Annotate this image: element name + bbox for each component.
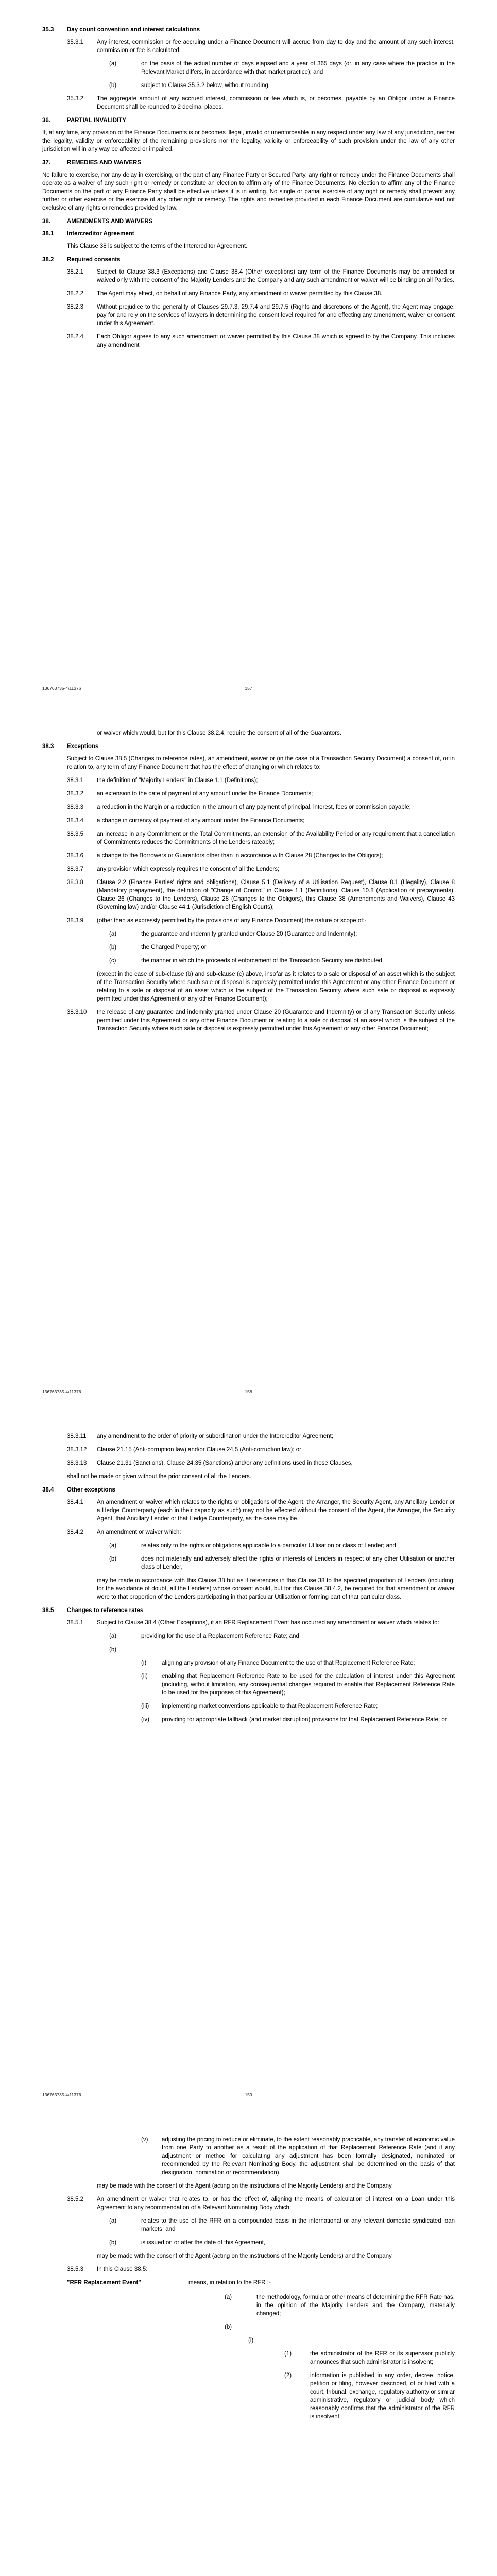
body-paragraph: If, at any time, any provision of the Finance Documents is or becomes illegal, invalid or unenforceable in any respect under any law of any jurisdiction, neither the legality, validity or enforceability of the remaining provisions nor the legality, validity or enforceability of such provision under the law of any other jurisdiction will in any way be affected or impaired. (42, 130, 455, 152)
document-page (0, 2110, 497, 2576)
clause-text: a change in currency of payment of any amount under the Finance Documents; (97, 818, 305, 824)
section-heading (42, 116, 455, 125)
definition-subparagraph (248, 2336, 455, 2345)
clause (67, 1528, 455, 1536)
clause-text: An amendment or waiver that relates to, or has the effect of, aligning the means of calculation of interest on a Loan under this Agreement to any recommendation of a Relevant Nominating Body which: (97, 2196, 455, 2211)
clause (67, 333, 455, 349)
paragraph-text: the methodology, formula or other means of determining the RFR Rate has, in the opinion of the Majority Lenders and the Company, materially changed; (256, 2294, 455, 2317)
clause (67, 2265, 455, 2274)
page-number: 158 (245, 1389, 252, 1394)
subparagraph-item (141, 1702, 455, 1710)
paragraph-text: the manner in which the proceeds of enforcement of the Transaction Security are distributed (141, 958, 382, 964)
paragraph-text (141, 1646, 455, 1654)
heading-number: 38.3 (42, 743, 54, 750)
clause-number: 38.2.4 (67, 334, 83, 340)
paragraph-label: (b) (109, 944, 117, 951)
subparagraph-text: adjusting the pricing to reduce or eliminate, to the extent reasonably practicable, any transfer of economic value from one Party to another as a result of the application of that Replacement Reference Rate (and if any adjustment or method for calculating any adjustment has been formally designated, nominated or recommended by the Relevant Nominating Body, the adjustment shall be determined on the basis of that designation, nomination or recommendation), (162, 2137, 455, 2176)
paragraph-item (97, 60, 455, 76)
clause-text: An amendment or waiver which relates to the rights or obligations of the Agent, the Arranger, the Security Agent, any Ancillary Lender or a Hedge Counterparty (each in their capacity as such) may not be effected without the consent of the Agent, the Arranger, the Security Agent, that Ancillary Lender or that Hedge Counterparty, as the case may be. (97, 1499, 455, 1522)
indented-paragraph: This Clause 38 is subject to the terms of the Intercreditor Agreement. (67, 243, 248, 249)
clause (67, 38, 455, 55)
closing-paragraph: may be made with the consent of the Agent (acting on the instructions of the Majority Lenders) and the Company. (97, 2253, 393, 2259)
subparagraph-text: enabling that Replacement Reference Rate to be used for the calculation of interest under this Agreement (including, without limitation, any consequential changes required to enable that Replacement Reference Rate to be used for the purposes of this Agreement); (162, 1673, 455, 1696)
heading-title: Intercreditor Agreement (67, 231, 134, 237)
document-page (0, 1406, 497, 2110)
clause-number: 38.5.3 (67, 2266, 83, 2273)
heading-title: Day count convention and interest calculations (67, 27, 200, 33)
continued-paragraph: or waiver which would, but for this Clause 38.2.4, require the consent of all of the Guarantors. (97, 730, 341, 736)
clause-text: The Agent may effect, on behalf of any Finance Party, any amendment or waiver permitted by this Clause 38. (97, 291, 383, 297)
heading-number: 36. (42, 117, 50, 124)
paragraph-item (97, 1555, 455, 1571)
clause-text: Each Obligor agrees to any such amendment or waiver permitted by this Clause 38 which is agreed to by the Company. This includes any amendment (97, 334, 455, 348)
clause (67, 1498, 455, 1523)
paragraph-label: (a) (109, 1633, 117, 1639)
subparagraph-label: (iv) (141, 1717, 149, 1723)
clause (67, 852, 455, 860)
clause-number: 38.2.3 (67, 304, 83, 310)
clause-number: 38.4.1 (67, 1499, 83, 1505)
clause (67, 268, 455, 284)
clause (67, 2195, 455, 2212)
nested-text: the administrator of the RFR or its supervisor publicly announces that such administrator is insolvent; (310, 2351, 455, 2365)
paragraph-item (97, 81, 455, 90)
clause (67, 817, 455, 825)
nested-item (284, 2350, 455, 2366)
clause (67, 1459, 455, 1467)
subparagraph-label: (i) (248, 2337, 254, 2344)
clause-number: 38.3.6 (67, 853, 83, 859)
clause (67, 790, 455, 798)
section-heading (42, 159, 455, 167)
paragraph-label: (a) (109, 61, 117, 67)
subparagraph-label: (ii) (141, 1673, 148, 1680)
document-reference: 136763735-4\11376 (42, 1389, 81, 1394)
clause-number: 35.3.1 (67, 39, 83, 45)
subparagraph-text: aligning any provision of any Finance Document to the use of that Replacement Reference Rate; (162, 1660, 415, 1666)
paragraph-label: (b) (109, 82, 117, 89)
indented-paragraph: shall not be made or given without the prior consent of all the Lenders. (67, 1473, 251, 1480)
clause-text: Clause 21.15 (Anti-corruption law) and/or Clause 24.5 (Anti-corruption law); or (97, 1447, 301, 1453)
paragraph-text: relates only to the rights or obligations applicable to a particular Utilisation or class of Lender; and (141, 1543, 396, 1549)
paragraph-item (97, 957, 455, 965)
clause (67, 878, 455, 911)
clause-number: 38.3.8 (67, 879, 83, 886)
section-heading (42, 26, 455, 34)
subparagraph-item (141, 1659, 455, 1667)
clause-text: an increase in any Commitment or the Total Commitments, an extension of the Availability Period or any requirement that a cancellation of Commitments reduces the Commitments of the Lenders rateably; (97, 831, 455, 845)
subparagraph-item (141, 1716, 455, 1724)
clause (67, 830, 455, 846)
heading-number: 38. (42, 218, 50, 225)
clause-number: 38.3.1 (67, 777, 83, 784)
clause-number: 38.5.2 (67, 2196, 83, 2202)
definition-term: "RFR Replacement Event" (67, 2280, 141, 2286)
clause-number: 38.2.2 (67, 291, 83, 297)
page-number: 157 (245, 686, 252, 691)
paragraph-text: is issued on or after the date of this Agreement, (141, 2240, 266, 2246)
clause (67, 865, 455, 873)
clause-text: the release of any guarantee and indemnity granted under Clause 20 (Guarantee and Indemnity) or of any Transaction Security unless permitted under this Agreement or any other Finance Document or relating to a sale or disposal of an asset which is the subject of the Transaction Security where such sale or disposal is expressly permitted under this Agreement or any other Finance Document; (97, 1009, 455, 1032)
heading-title: AMENDMENTS AND WAIVERS (67, 218, 153, 225)
document-reference: 136763735-4\11376 (42, 686, 81, 691)
paragraph-item (97, 930, 455, 938)
clause-text: In this Clause 38.5: (97, 2266, 148, 2273)
clause (67, 1446, 455, 1454)
clause-text: (other than as expressly permitted by the provisions of any Finance Document) the nature or scope of:- (97, 918, 367, 924)
subparagraph-label: (iii) (141, 1703, 149, 1709)
paragraph-text: subject to Clause 35.3.2 below, without rounding. (141, 82, 270, 89)
clause (67, 303, 455, 328)
clause-number: 38.3.13 (67, 1460, 87, 1466)
clause-number: 38.3.5 (67, 831, 83, 837)
clause-text: Subject to Clause 38.3 (Exceptions) and Clause 38.4 (Other exceptions) any term of the Finance Documents may be amended or waived only with the consent of the Majority Lenders and the Company and any such amendment or waiver will be binding on all Parties. (97, 269, 455, 283)
clause-text: Any interest, commission or fee accruing under a Finance Document will accrue from day to day and the amount of any such interest, commission or fee is calculated: (97, 39, 455, 54)
paragraph-item (97, 1632, 455, 1640)
subparagraph-item (141, 1672, 455, 1697)
subsection-heading (42, 256, 455, 264)
heading-title: Exceptions (67, 743, 99, 750)
clause-number: 38.3.7 (67, 866, 83, 872)
clause-text: a change to the Borrowers or Guarantors other than in accordance with Clause 28 (Changes to the Obligors); (97, 853, 383, 859)
paragraph-label: (b) (225, 2324, 232, 2330)
heading-title: Required consents (67, 257, 121, 263)
document-page (0, 0, 497, 703)
paragraph-item (97, 1541, 455, 1550)
heading-number: 37. (42, 160, 50, 166)
paragraph-text: providing for the use of a Replacement Reference Rate; and (141, 1633, 299, 1639)
paragraph-item (97, 2239, 455, 2247)
nested-label: (2) (284, 2372, 292, 2379)
body-paragraph: No failure to exercise, nor any delay in exercising, on the part of any Finance Party or Secured Party, any right or remedy under the Finance Documents shall operate as a waiver of any such right or remedy or constitute an election to affirm any of the Finance Documents. No election to affirm any of the Finance Documents on the part of any Finance Party shall be effective unless it is in writing. No single or partial exercise of any right or remedy shall prevent any further or other exercise or the exercise of any other right or remedy. The rights and remedies provided in each Finance Document are cumulative and not exclusive of any rights or remedies provided by law. (42, 172, 455, 211)
clause (67, 1432, 455, 1440)
subsection-heading (42, 742, 455, 751)
closing-paragraph: may be made in accordance with this Clause 38 but as if references in this Clause 38 to the specified proportion of Lenders (including, for the avoidance of doubt, all the Lenders) whose consent would, but for this Clause 38.4.2, be required for that amendment or waiver were to that proportion of the Lenders participating in that particular Utilisation or forming part of that particular class. (97, 1578, 455, 1600)
clause-text: the definition of "Majority Lenders" in Clause 1.1 (Definitions); (97, 777, 258, 784)
subparagraph-text: implementing market conventions applicable to that Replacement Reference Rate; (162, 1703, 378, 1709)
clause-text: Subject to Clause 38.4 (Other Exceptions), if an RFR Replacement Event has occurred any amendment or waiver which relates to: (97, 1620, 439, 1626)
clause-number: 38.3.9 (67, 918, 83, 924)
clause (67, 803, 455, 811)
heading-number: 38.5 (42, 1607, 54, 1614)
clause-number: 38.5.1 (67, 1620, 83, 1626)
clause-number: 38.3.12 (67, 1447, 87, 1453)
nested-item (284, 2371, 455, 2421)
paragraph-text (256, 2323, 455, 2331)
clause-text: an extension to the date of payment of any amount under the Finance Documents; (97, 791, 313, 797)
clause-text: The aggregate amount of any accrued interest, commission or fee which is, or becomes, payable by an Obligor under a Finance Document shall be rounded to 2 decimal places. (97, 96, 455, 110)
clause-number: 38.3.2 (67, 791, 83, 797)
clause-text: Clause 21.31 (Sanctions), Clause 24.35 (Sanctions) and/or any definitions used in those Clauses, (97, 1460, 353, 1466)
paragraph-text: does not materially and adversely affect the rights or interests of Lenders in respect of any other Utilisation or another class of Lender, (141, 1556, 455, 1570)
nested-label: (1) (284, 2351, 292, 2357)
clause-text: any amendment to the order of priority or subordination under the Intercreditor Agreement; (97, 1433, 333, 1439)
definition-paragraph (212, 2293, 455, 2318)
subparagraph-text: providing for appropriate fallback (and market disruption) provisions for that Replacement Reference Rate; or (162, 1717, 447, 1723)
clause-text: Without prejudice to the generality of Clauses 29.7.3, 29.7.4 and 29.7.5 (Rights and discretions of the Agent), the Agent may engage, pay for and rely on the services of lawyers in determining the consent level required for and effecting any amendment, waiver or consent under this Agreement. (97, 304, 455, 327)
section-heading (42, 217, 455, 226)
heading-title: PARTIAL INVALIDITY (67, 117, 126, 124)
paragraph-label: (b) (109, 2240, 117, 2246)
paragraph-text: the guarantee and indemnity granted under Clause 20 (Guarantee and Indemnity); (141, 931, 357, 937)
nested-text: information is published in any order, decree, notice, petition or filing, however described, of or filed with a court, tribunal, exchange, regulatory authority or similar administrative, regulatory or judicial body which reasonably confirms that the administrator of the RFR is insolvent; (310, 2372, 455, 2420)
clause-number: 38.3.4 (67, 818, 83, 824)
clause-number: 38.3.11 (67, 1433, 87, 1439)
paragraph-item (97, 1646, 455, 1654)
document-page (0, 703, 497, 1406)
paragraph-item (97, 2217, 455, 2233)
clause-number: 38.2.1 (67, 269, 83, 275)
clause (67, 776, 455, 785)
clause-number: 38.3.10 (67, 1009, 87, 1015)
paragraph-label: (a) (109, 1543, 117, 1549)
subparagraph-item (141, 2136, 455, 2177)
paragraph-label: (a) (109, 2218, 117, 2224)
subparagraph-label: (i) (141, 1660, 147, 1666)
heading-title: REMEDIES AND WAIVERS (67, 160, 141, 166)
heading-number: 35.3 (42, 27, 54, 33)
paragraph-label: (c) (109, 958, 116, 964)
paragraph-label: (a) (225, 2294, 232, 2300)
page-number: 159 (245, 2092, 252, 2097)
heading-title: Other exceptions (67, 1487, 115, 1493)
heading-title: Changes to reference rates (67, 1607, 144, 1614)
paragraph-text: on the basis of the actual number of days elapsed and a year of 365 days (or, in any case where the practice in the Relevant Market differs, in accordance with that market practice); and (141, 61, 455, 75)
definition-paragraph (212, 2323, 455, 2331)
subparagraph-label: (v) (141, 2137, 148, 2143)
clause (67, 1619, 455, 1627)
subsection-heading (42, 1606, 455, 1615)
paragraph-text: the Charged Property; or (141, 944, 207, 951)
clause-text: An amendment or waiver which: (97, 1529, 181, 1535)
clause-text: a reduction in the Margin or a reduction in the amount of any payment of principal, interest, fees or commission payable; (97, 804, 411, 810)
clause (67, 1008, 455, 1033)
definition (67, 2279, 455, 2287)
indented-paragraph: Subject to Clause 38.5 (Changes to reference rates), an amendment, waiver or (in the case of a Transaction Security Document) a consent of, or in relation to, any term of any Finance Document that has the effect of changing or which relates to: (67, 756, 455, 770)
closing-paragraph: (except in the case of sub-clause (b) and sub-clause (c) above, insofar as it relates to a sale or disposal of an asset which is the subject of the Transaction Security where such sale or disposal is expressly permitted under this Agreement or any other Finance Document or relating to a sale or disposal of an asset which is the subject of the Transaction Security where such sale or disposal is expressly permitted under this Agreement or any other Finance Document); (97, 971, 455, 1002)
heading-number: 38.4 (42, 1487, 54, 1493)
clause-number: 35.3.2 (67, 96, 83, 102)
paragraph-item (97, 943, 455, 952)
paragraph-label: (b) (109, 1647, 117, 1653)
subsection-heading (42, 1486, 455, 1494)
paragraph-label: (b) (109, 1556, 117, 1562)
heading-number: 38.2 (42, 257, 54, 263)
subsection-heading (42, 230, 455, 238)
definition-text: means, in relation to the RFR :- (188, 2280, 271, 2286)
document-reference: 136763735-4\11376 (42, 2092, 81, 2097)
clause-text: Clause 2.2 (Finance Parties' rights and obligations), Clause 5.1 (Delivery of a Utilisation Request), Clause 8.1 (Illegality), Clause 8 (Mandatory prepayment), the definition of "Change of Control" in Clause 1.1 (Definitions), Clause 10.8 (Application of prepayments), Clause 26 (Changes to the Lenders), Clause 28 (Changes to the Obligors), this Clause 38 (Amendments and Waivers), Clause 43 (Governing law) and/or Clause 44.1 (Jurisdiction of English Courts); (97, 879, 455, 910)
subparagraph-text (269, 2336, 455, 2345)
clause (67, 290, 455, 298)
clause-text: any provision which expressly requires the consent of all the Lenders; (97, 866, 280, 872)
clause (67, 95, 455, 111)
paragraph-text: relates to the use of the RFR on a compounded basis in the international or any relevant domestic syndicated loan markets; and (141, 2218, 455, 2232)
clause (67, 917, 455, 925)
heading-number: 38.1 (42, 231, 54, 237)
clause-number: 38.3.3 (67, 804, 83, 810)
clause-number: 38.4.2 (67, 1529, 83, 1535)
paragraph-label: (a) (109, 931, 117, 937)
closing-paragraph: may be made with the consent of the Agent (acting on the instructions of the Majority Lenders) and the Company. (97, 2183, 393, 2189)
